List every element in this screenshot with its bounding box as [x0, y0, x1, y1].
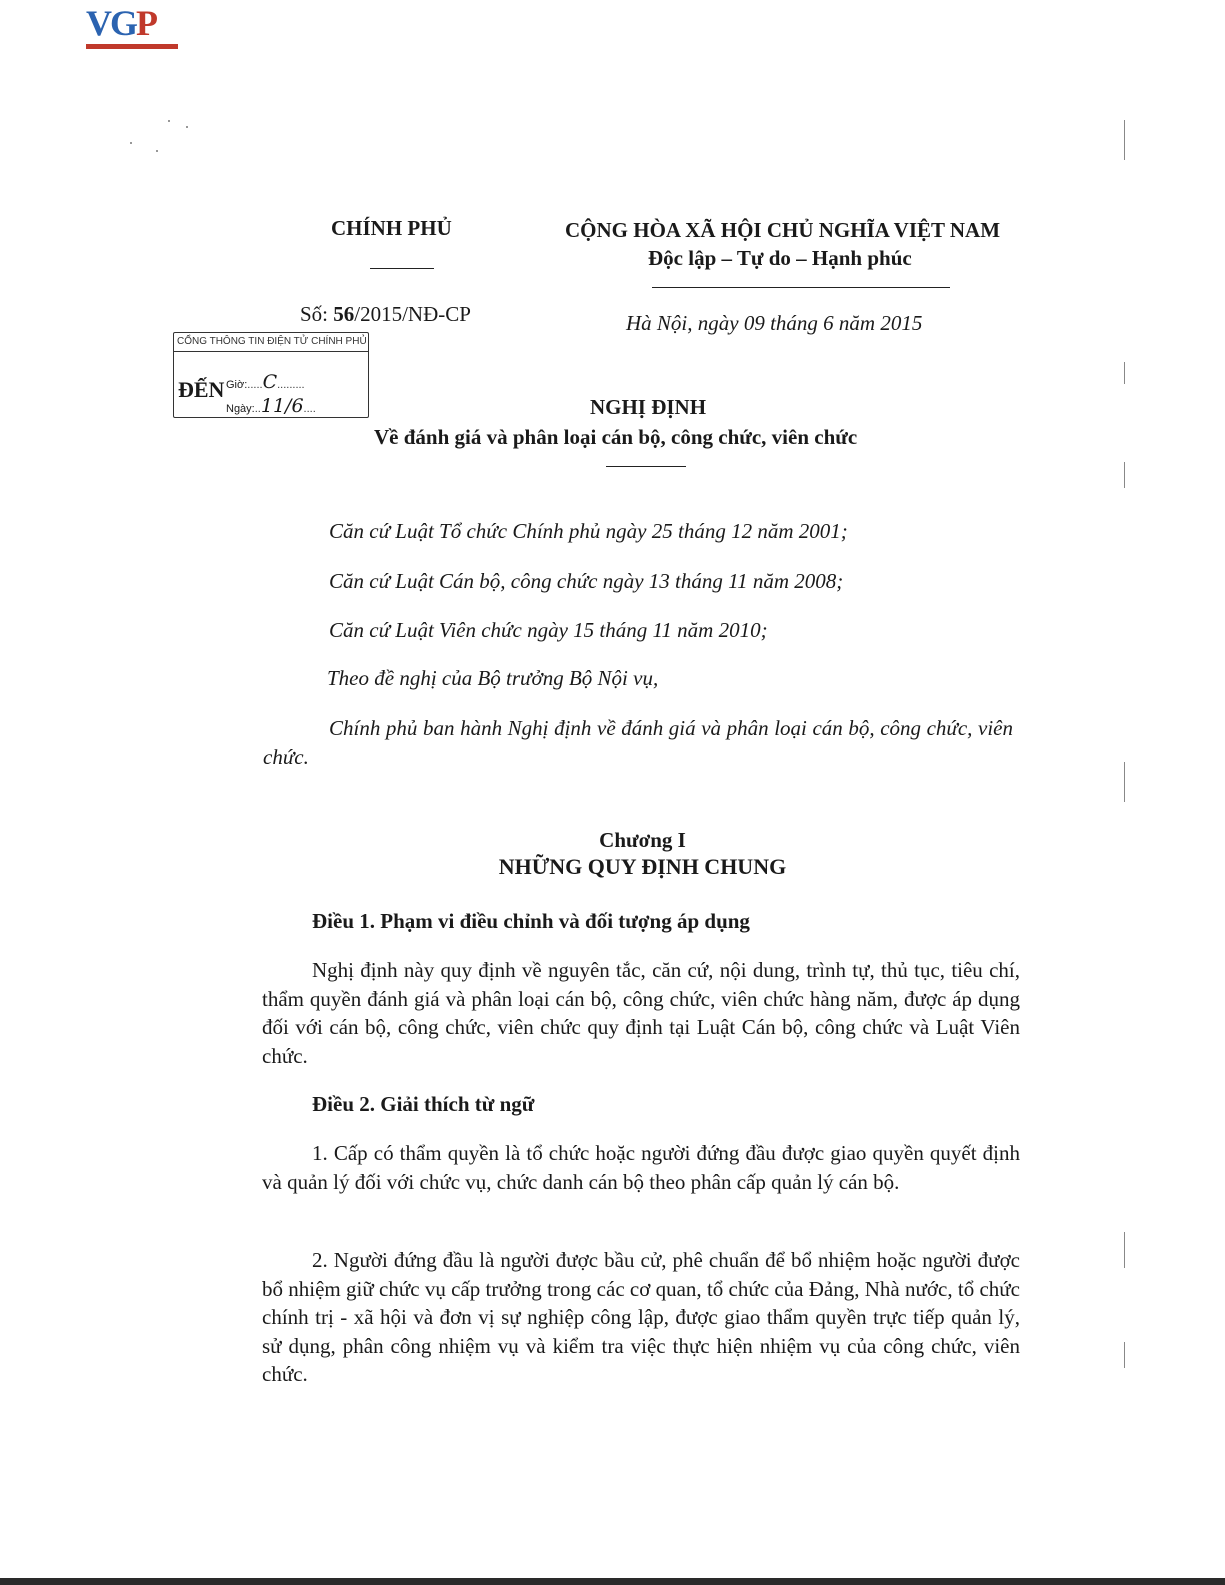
article-2-item-1: 1. Cấp có thẩm quyền là tổ chức hoặc người đứng đầu được giao quyền quyết định và quản lý đối với chức vụ, chức danh cán bộ theo phân cấp quản lý cán bộ.	[262, 1141, 1020, 1194]
logo-bar	[86, 44, 178, 49]
vgp-logo	[86, 3, 181, 50]
logo-text-accent: P	[136, 3, 156, 43]
scan-edge-mark	[1124, 762, 1125, 802]
scan-speck	[130, 142, 132, 144]
article-2-heading: Điều 2. Giải thích từ ngữ	[312, 1092, 535, 1116]
state-motto: Độc lập – Tự do – Hạnh phúc	[648, 246, 912, 270]
scan-edge-mark	[1124, 462, 1125, 488]
scan-edge-mark	[1124, 1342, 1125, 1368]
decree-subtitle: Về đánh giá và phân loại cán bộ, công chức, viên chức	[374, 425, 858, 449]
preamble-line-4: Theo đề nghị của Bộ trưởng Bộ Nội vụ,	[327, 666, 659, 690]
scan-speck	[168, 120, 170, 122]
preamble-line-3: Căn cứ Luật Viên chức ngày 15 tháng 11 năm 2010;	[329, 618, 768, 642]
preamble-line-2: Căn cứ Luật Cán bộ, công chức ngày 13 tháng 11 năm 2008;	[329, 569, 844, 593]
stamp-time-value: C	[262, 371, 278, 393]
scan-edge-mark	[1124, 1232, 1125, 1268]
motto-underline	[652, 287, 950, 288]
scan-edge-mark	[1124, 120, 1125, 160]
issuer-underline	[370, 268, 434, 269]
article-1-heading: Điều 1. Phạm vi điều chỉnh và đối tượng áp dụng	[312, 909, 750, 933]
document-number: Số: 56/2015/NĐ-CP	[300, 302, 471, 326]
subtitle-underline	[606, 466, 686, 467]
scan-speck	[156, 150, 158, 152]
scan-edge-mark	[1124, 362, 1125, 384]
enactment-clause: Chính phủ ban hành Nghị định về đánh giá và phân loại cán bộ, công chức, viên chức.	[263, 716, 1013, 769]
stamp-den: ĐẾN	[178, 377, 225, 402]
state-title: CỘNG HÒA XÃ HỘI CHỦ NGHĨA VIỆT NAM	[565, 218, 1001, 242]
preamble-line-1: Căn cứ Luật Tổ chức Chính phủ ngày 25 tháng 12 năm 2001;	[329, 519, 848, 543]
chapter-number: Chương I	[599, 828, 686, 852]
scan-speck	[186, 126, 188, 128]
issuer-title: CHÍNH PHỦ	[331, 216, 452, 240]
decree-title: NGHỊ ĐỊNH	[589, 395, 707, 419]
stamp-org: CỔNG THÔNG TIN ĐIỆN TỬ CHÍNH PHỦ	[177, 336, 367, 347]
scan-bottom-edge	[0, 1578, 1225, 1585]
stamp-time-row: Giờ:.....C.........	[226, 371, 305, 393]
stamp-date-value: 11/6	[260, 395, 304, 417]
logo-text-main: VG	[86, 3, 136, 43]
article-1-text: Nghị định này quy định về nguyên tắc, căn cứ, nội dung, trình tự, thủ tục, tiêu chí, thẩm quyền đánh giá và phân loại cán bộ, công chức, viên chức hàng năm, được áp dụng đối với cán bộ, công chức, viên chức quy định tại Luật Cán bộ, công chức và Luật Viên chức.	[262, 958, 1020, 1068]
article-2-item-2: 2. Người đứng đầu là người được bầu cử, phê chuẩn để bổ nhiệm hoặc người được bổ nhiệm giữ chức vụ cấp trưởng trong các cơ quan, tổ chức của Đảng, Nhà nước, tổ chức chính trị - xã hội và đơn vị sự nghiệp công lập, được giao thẩm quyền trực tiếp quản lý, sử dụng, phân công nhiệm vụ và kiểm tra việc thực hiện nhiệm vụ của công chức, viên chức.	[262, 1248, 1020, 1386]
place-date: Hà Nội, ngày 09 tháng 6 năm 2015	[626, 311, 923, 335]
stamp-date-row: Ngày:..11/6....	[226, 395, 316, 417]
chapter-title: NHỮNG QUY ĐỊNH CHUNG	[498, 854, 787, 879]
